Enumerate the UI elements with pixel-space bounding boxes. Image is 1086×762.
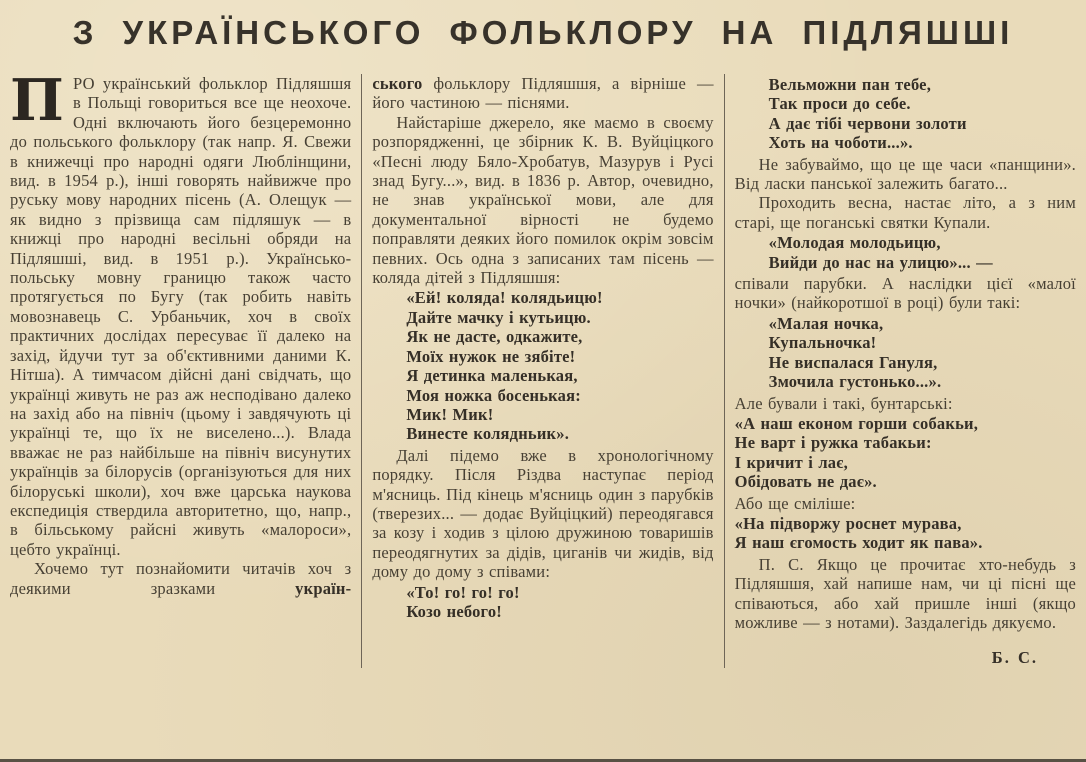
paragraph: Не забуваймо, що це ще часи «панщини». Від ласки панської залежить багато... bbox=[734, 154, 1076, 194]
verse-line: «То! го! го! го! bbox=[406, 582, 520, 602]
verse-line: «Ей! коляда! колядьицю! bbox=[406, 288, 603, 308]
verse-line: Я наш єгомость ходит як пава». bbox=[734, 533, 983, 553]
verse-line: «А наш економ горши собакьи, bbox=[734, 413, 979, 433]
verse-line: Вийди до нас на улицю»... — bbox=[768, 252, 993, 272]
paragraph: П. С. Якщо це прочитає хто-небудь з Підляшшя, хай напише нам, чи ці пісні ще співаються, або хай пришле інші (якщо можливе — з нотами). Заздалегідь дякуємо. bbox=[734, 554, 1076, 632]
paragraph: Найстаріше джерело, яке маємо в своєму розпорядженні, це збірник К. В. Вуйціцкого «Песні люду Бяло-Хробатув, Мазурув і Русі знад Бугу...», вид. в 1836 р. Автор, очевидно, не знав української мови, але для документальної вірності не будемо поправляти деяких його помилок окрім зовсім певних. Ось одна з записаних там пісень — коляда дітей з Підляшшя: bbox=[372, 112, 714, 288]
verse-line: «Молодая молодьицю, bbox=[768, 233, 941, 253]
verse-line: І кричит і лає, bbox=[734, 452, 848, 472]
verse bbox=[735, 414, 1076, 492]
paragraph: Проходить весна, настає літо, а з ним старі, ще поганські святки Купали. bbox=[734, 193, 1076, 232]
verse-line: Хоть на чоботи...». bbox=[768, 133, 913, 153]
paragraph: Хочемо тут познайомити читачів хоч з деякими зразками україн- bbox=[10, 559, 352, 598]
bold-word-start: україн- bbox=[295, 578, 352, 598]
verse-line: Винесте колядньик». bbox=[406, 424, 570, 444]
verse-line: Козо небого! bbox=[406, 601, 502, 621]
verse-line: «Малая ночка, bbox=[768, 313, 884, 333]
verse-line: Не варт і ружка табакьи: bbox=[734, 433, 932, 453]
verse-line: Як не дасте, одкажите, bbox=[406, 327, 583, 347]
paragraph: Але бували і такі, бунтарські: bbox=[734, 393, 953, 413]
verse-line: Вельможни пан тебе, bbox=[768, 75, 932, 94]
verse bbox=[769, 75, 1076, 153]
verse-line: Не виспалася Гануля, bbox=[768, 352, 938, 372]
verse bbox=[406, 583, 713, 622]
paragraph: Або ще сміліше: bbox=[734, 493, 856, 513]
verse-line: Змочила густонько...». bbox=[768, 372, 942, 392]
article-title: З УКРАЇНСЬКОГО ФОЛЬКЛОРУ НА ПІДЛЯШШІ bbox=[72, 14, 1014, 51]
verse-line: Купальночка! bbox=[768, 333, 877, 353]
verse bbox=[769, 233, 1076, 272]
verse-line: Мик! Мик! bbox=[406, 404, 494, 424]
verse-line: Дайте мачку і кутьицю. bbox=[406, 307, 591, 327]
verse-line: «На підворжу роснет мурава, bbox=[734, 513, 962, 533]
article-body bbox=[10, 67, 1078, 668]
verse-line: Моїх нужок не зябіте! bbox=[406, 346, 576, 366]
verse-line: Я детинка маленькая, bbox=[406, 366, 578, 386]
column-2 bbox=[361, 74, 723, 668]
drop-cap: П bbox=[10, 67, 65, 134]
author-signature: Б. С. bbox=[991, 648, 1038, 668]
verse-line: Обідовать не дає». bbox=[734, 472, 877, 492]
paragraph: Далі підемо вже в хронологічному порядку. Після Різдва наступає період м'ясниць. Під кінець м'ясниць один з парубків (тверезих... — додає Вуйціцкий) переодягався за козу і ходив з цілою дружиною товаришів переодягнутих за дідів, циганів чи жидів, від дому до дому з співами: bbox=[372, 445, 714, 582]
verse-line: Моя ножка босенькая: bbox=[406, 385, 581, 405]
verse-line: А дає тібі червони золоти bbox=[768, 113, 967, 133]
paragraph: співали парубки. А наслідки цієї «малої ночки» (найкоротшої в році) були такі: bbox=[734, 274, 1076, 313]
column-3 bbox=[724, 74, 1078, 668]
paragraph: ського фольклору Підляшшя, а вірніше — його частиною — піснями. bbox=[372, 74, 714, 113]
lead-paragraph: ПРО український фольклор Підляшшя в Польщі говориться все ще неохоче. Одні включають його безцеремонно до польського фольклору (так напр. Я. Свежи в книжечці про народні одяги Люблінщини, вид. в 1954 р.), інші говорять найвижче про руську мову народних пісень (А. Олещук — як видно з прізвища сам підляшук — в книжці про народні весільні обряди на Підляшші, вид. в 1951 р.). Українсько-польську мовну границю також часто протягується по Бугу (так робить навіть мовознавець С. Урбаньчик, хоч в своїх практичних дослідах пересуває її далеко на захід, йдучи тут за об'єктивними даними К. Нітша). А тимчасом дійсні дані свідчать, що українці живуть не раз аж несподівано далеко на захід або на північ (цьому і завдячують ці українці те, що їх не виселено...). Влада вважає не раз найбільше на північ висунутих українців за білорусів (організуються для них білоруські школи), хоч вже царська наукова експедиція ствердила авторитетно, що, напр., в більському райсні живуть «малороси», цебто українці. bbox=[10, 67, 352, 559]
bold-word-continuation: ського bbox=[372, 74, 423, 93]
verse bbox=[735, 514, 1076, 553]
column-1 bbox=[10, 67, 361, 668]
verse bbox=[769, 314, 1076, 392]
verse-line: Так проси до себе. bbox=[768, 94, 911, 114]
verse bbox=[406, 288, 713, 443]
